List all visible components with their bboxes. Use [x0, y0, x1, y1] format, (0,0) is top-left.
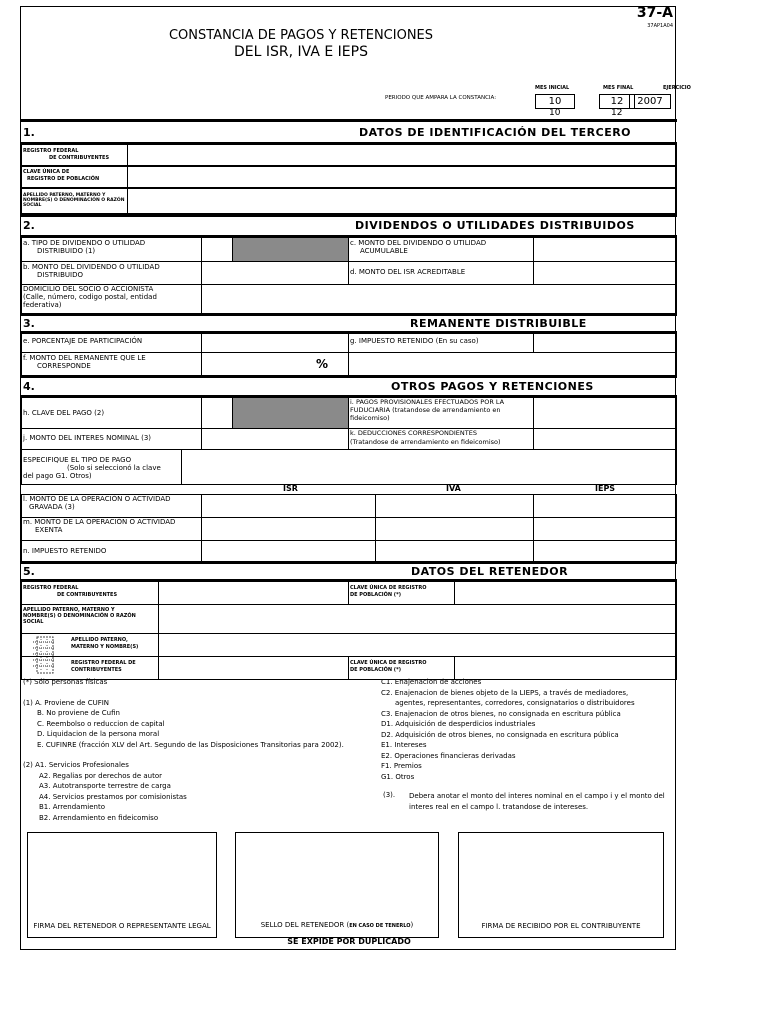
- note-d2: D2. Adquisición de otros bienes, no consignada en escritura pública: [381, 730, 619, 739]
- note-f1: F1. Premios: [381, 762, 422, 770]
- section-3-title: REMANENTE DISTRIBUIBLE: [410, 317, 587, 330]
- field-l-iva-input[interactable]: [375, 494, 534, 518]
- note-1d: D. Liquidacion de la persona moral: [37, 730, 160, 738]
- notes-right: [381, 677, 635, 782]
- footer-duplicado: SE EXPIDE POR DUPLICADO: [287, 937, 411, 946]
- section-3-number: 3.: [23, 317, 35, 330]
- note-g1: G1. Otros: [381, 772, 415, 781]
- note-3-text: [409, 791, 665, 812]
- note-1a: (1) A. Proviene de CUFIN: [23, 698, 110, 707]
- col-isr-header: ISR: [283, 484, 298, 493]
- rfc-retenedor-label: [23, 585, 117, 599]
- firma-contribuyente-label: FIRMA DE RECIBIDO POR EL CONTRIBUYENTE: [481, 922, 641, 930]
- field-a-shaded: [232, 237, 349, 262]
- ejercicio-field[interactable]: 2007: [629, 94, 671, 109]
- nombre-retenedor-label-a: APELLIDO PATERNO, MATERNO Y: [23, 607, 115, 613]
- mes-inicial-echo: 10: [549, 108, 561, 118]
- field-l-label-2: GRAVADA (3): [29, 503, 75, 511]
- domicilio-label-2: (Calle, número, codigo postal, entidad: [23, 293, 157, 301]
- note-3a: Debera anotar el monto del interes nominal en el campo i y el monto del: [409, 792, 665, 800]
- firma-contribuyente-box[interactable]: [458, 832, 664, 938]
- sello-label-a: SELLO DEL RETENEDOR (: [260, 921, 350, 929]
- note-1b: B. No proviene de Cufin: [37, 709, 120, 717]
- note-e2: E2. Operaciones financieras derivadas: [381, 751, 516, 760]
- sello-retenedor-label: [240, 921, 434, 931]
- curp-retenedor-label-b: DE POBLACIÓN (*): [350, 592, 401, 598]
- field-b-input[interactable]: [201, 261, 349, 285]
- field-l-ieps-input[interactable]: [533, 494, 677, 518]
- field-c-input[interactable]: [533, 237, 677, 262]
- field-g-label: g. IMPUESTO RETENIDO (En su caso): [350, 337, 479, 345]
- field-m-label-1: m. MONTO DE LA OPERACIÓN O ACTIVIDAD: [23, 518, 176, 526]
- field-i-label-3: fideicomiso): [350, 414, 390, 422]
- field-n-ieps-input[interactable]: [533, 540, 677, 562]
- field-k-label-1: k. DEDUCCIONES CORRESPONDIENTES: [350, 429, 477, 437]
- field-f-label: [23, 354, 146, 370]
- nombre-retenedor-input[interactable]: [158, 604, 677, 634]
- nombre-tercero-label-b: NOMBRE(S) O DENOMINACIÓN O RAZÓN: [23, 198, 125, 203]
- nombre-tercero-label-a: APELLIDO PATERNO, MATERNO Y: [23, 193, 106, 198]
- note-c2b: agentes, representantes, corredores, consignatarios o distribuidores: [395, 699, 635, 707]
- field-g-input[interactable]: [533, 333, 677, 353]
- form-code: 37-A: [636, 5, 673, 21]
- field-m-isr-input[interactable]: [201, 517, 376, 541]
- field-n-iva-input[interactable]: [375, 540, 534, 562]
- rep-rfc-label-a: REGISTRO FEDERAL DE: [71, 660, 136, 666]
- field-h-input[interactable]: [201, 397, 233, 429]
- sello-retenedor-box[interactable]: [235, 832, 439, 938]
- domicilio-label: [23, 285, 157, 309]
- note-2a4: A4. Servicios prestamos por comisionistas: [39, 792, 187, 801]
- notes-left: [23, 677, 344, 823]
- divider: [21, 376, 677, 378]
- divider: [21, 314, 677, 316]
- title-line-1: CONSTANCIA DE PAGOS Y RETENCIONES: [168, 28, 434, 43]
- sello-label-c: ): [410, 921, 414, 929]
- form-37a: [20, 5, 691, 950]
- divider: [21, 214, 677, 217]
- note-2b2: B2. Arrendamiento en fideicomiso: [39, 813, 159, 822]
- note-fisicas: (*) Sólo personas físicas: [23, 678, 108, 686]
- rfc-tercero-label-b: DE CONTRIBUYENTES: [49, 155, 110, 161]
- field-a-label-1: a. TIPO DE DIVIDENDO O UTILIDAD: [23, 239, 146, 247]
- field-h-shaded: [232, 397, 349, 429]
- nombre-tercero-input[interactable]: [127, 188, 677, 214]
- section-4-title: OTROS PAGOS Y RETENCIONES: [391, 380, 594, 393]
- percent-sign: %: [316, 357, 329, 371]
- sello-label-b: EN CASO DE TENERLO: [349, 923, 411, 929]
- note-c2a: C2. Enajenacion de bienes objeto de la LIEPS, a través de mediadores,: [381, 688, 629, 697]
- section-1-title: DATOS DE IDENTIFICACIÓN DEL TERCERO: [359, 126, 632, 139]
- rfc-tercero-label: [23, 148, 109, 162]
- section-2-title: DIVIDENDOS O UTILIDADES DISTRIBUIDOS: [355, 219, 635, 232]
- field-i-label: [350, 398, 504, 422]
- note-3b: interes real en el campo l. tratandose de intereses.: [409, 802, 589, 811]
- field-a-label-2: DISTRIBUIDO (1): [37, 247, 96, 255]
- nombre-retenedor-label-c: SOCIAL: [23, 619, 44, 625]
- rep-curp-label-a: CLAVE ÚNICA DE REGISTRO: [350, 660, 427, 666]
- note-c3: C3. Enajenacion de otros bienes, no consignada en escritura pública: [381, 709, 621, 718]
- field-l-label: [23, 495, 171, 511]
- mes-final-label: MES FINAL: [603, 85, 634, 91]
- rep-nombre-label-a: APELLIDO PATERNO,: [71, 637, 128, 643]
- field-c-label-1: c. MONTO DEL DIVIDENDO O UTILIDAD: [350, 239, 487, 247]
- field-m-label: [23, 518, 175, 534]
- nombre-retenedor-label: [23, 607, 136, 625]
- curp-retenedor-input[interactable]: [454, 581, 677, 605]
- note-2a1: (2) A1. Servicios Profesionales: [23, 761, 129, 769]
- field-j-label: j. MONTO DEL INTERES NOMINAL (3): [23, 434, 151, 442]
- field-i-label-1: i. PAGOS PROVISIONALES EFECTUADOS POR LA: [350, 398, 505, 406]
- field-l-label-1: l. MONTO DE LA OPERACIÓN O ACTIVIDAD: [23, 495, 171, 503]
- field-m-iva-input[interactable]: [375, 517, 534, 541]
- especifique-label: [23, 456, 161, 480]
- mes-inicial-label: MES INICIAL: [535, 85, 570, 91]
- note-e1: E1. Intereses: [381, 741, 427, 749]
- col-iva-header: IVA: [446, 484, 461, 493]
- field-i-label-2: FUDUCIARIA (tratandose de arrendamiento en: [350, 406, 501, 414]
- field-b-label: [23, 263, 160, 279]
- rep-nombre-input[interactable]: [158, 633, 677, 657]
- field-b-label-1: b. MONTO DEL DIVIDENDO O UTILIDAD: [23, 263, 160, 271]
- especifique-input[interactable]: [181, 449, 677, 485]
- field-f-label-1: f. MONTO DEL REMANENTE QUE LE: [23, 354, 146, 362]
- especifique-label-1: ESPECIFIQUE EL TIPO DE PAGO: [23, 456, 132, 464]
- mes-final-field[interactable]: 12: [599, 94, 635, 109]
- domicilio-label-1: DOMICILIO DEL SOCIO O ACCIONISTA: [23, 285, 154, 293]
- field-n-label: n. IMPUESTO RETENIDO: [23, 547, 107, 555]
- field-e-input[interactable]: [201, 333, 349, 353]
- field-j-input[interactable]: [201, 428, 349, 450]
- curp-tercero-label-b: REGISTRO DE POBLACIÓN: [27, 176, 100, 182]
- page-title: [141, 27, 461, 61]
- divider: [21, 562, 677, 564]
- field-e-label: e. PORCENTAJE DE PARTICIPACIÓN: [23, 337, 143, 345]
- field-c-label: [350, 239, 486, 255]
- curp-tercero-input[interactable]: [127, 166, 677, 188]
- note-1c: C. Reembolso o reduccion de capital: [37, 719, 165, 728]
- domicilio-label-3: federativa): [23, 301, 62, 309]
- curp-retenedor-label-a: CLAVE ÚNICA DE REGISTRO: [350, 585, 427, 591]
- divider: [21, 119, 677, 122]
- note-2a3: A3. Autotransporte terrestre de carga: [39, 782, 171, 790]
- field-d-label: d. MONTO DEL ISR ACREDITABLE: [350, 268, 466, 276]
- section-2-number: 2.: [23, 219, 35, 232]
- nombre-retenedor-label-b: NOMBRE(S) O DENOMINACIÓN O RAZÓN: [23, 613, 136, 619]
- rep-nombre-label: [71, 637, 138, 651]
- rfc-retenedor-input[interactable]: [158, 581, 349, 605]
- note-1e: E. CUFINRE (fracción XLV del Art. Segundo de las Disposiciones Transitorias para 2002).: [37, 740, 344, 749]
- rfc-tercero-label-a: REGISTRO FEDERAL: [23, 148, 79, 154]
- form-subcode: 37AP1A04: [647, 23, 673, 29]
- field-d-input[interactable]: [533, 261, 677, 285]
- note-c1: C1. Enajenacion de acciones: [381, 678, 482, 686]
- note-d1: D1. Adquisición de desperdicios industriales: [381, 720, 536, 728]
- field-k-label-2: (Tratandose de arrendamiento en fideicomiso): [350, 438, 501, 446]
- rep-nombre-label-b: MATERNO Y NOMBRE(S): [71, 644, 139, 650]
- section-5-title: DATOS DEL RETENEDOR: [411, 565, 569, 578]
- rfc-tercero-input[interactable]: [127, 144, 677, 166]
- note-2b1: B1. Arrendamiento: [39, 803, 105, 811]
- section-1-number: 1.: [23, 126, 35, 139]
- rep-curp-label: [350, 660, 426, 674]
- curp-tercero-label: [23, 169, 99, 183]
- curp-tercero-label-a: CLAVE ÚNICA DE: [23, 169, 70, 175]
- ejercicio-label: EJERCICIO: [663, 85, 691, 91]
- especifique-label-3: del pago G1. Otros): [23, 472, 92, 480]
- field-k-input[interactable]: [533, 428, 677, 450]
- rep-curp-label-b: DE POBLACIÓN (*): [350, 667, 401, 673]
- field-m-ieps-input[interactable]: [533, 517, 677, 541]
- nombre-tercero-label: [23, 193, 124, 208]
- nombre-tercero-label-c: SOCIAL: [23, 203, 42, 208]
- note-2a2: A2. Regalias por derechos de autor: [39, 771, 162, 780]
- field-c-label-2: ACUMULABLE: [360, 247, 408, 255]
- rep-rfc-label: [71, 660, 136, 674]
- field-k-label: [350, 429, 501, 447]
- domicilio-input[interactable]: [201, 284, 677, 314]
- section-5-number: 5.: [23, 565, 35, 578]
- mes-inicial-field[interactable]: 10: [535, 94, 575, 109]
- periodo-label: PERIODO QUE AMPARA LA CONSTANCIA:: [385, 95, 497, 101]
- note-3-number: (3).: [383, 791, 396, 799]
- rep-rfc-label-b: CONTRIBUYENTES: [71, 667, 122, 673]
- especifique-label-2: (Solo si seleccionó la clave: [67, 464, 161, 472]
- rfc-retenedor-label-b: DE CONTRIBUYENTES: [57, 592, 118, 598]
- field-a-input[interactable]: [201, 237, 233, 262]
- field-b-label-2: DISTRIBUIDO: [37, 271, 83, 279]
- field-a-label: [23, 239, 145, 255]
- rfc-retenedor-label-a: REGISTRO FEDERAL: [23, 585, 79, 591]
- field-f-label-2: CORRESPONDE: [37, 362, 91, 370]
- section-4-number: 4.: [23, 380, 35, 393]
- firma-retenedor-label: FIRMA DEL RETENEDOR O REPRESENTANTE LEGAL: [33, 922, 211, 930]
- mes-final-echo: 12: [611, 108, 623, 118]
- firma-retenedor-box[interactable]: [27, 832, 217, 938]
- field-m-label-2: EXENTA: [35, 526, 63, 534]
- field-n-isr-input[interactable]: [201, 540, 376, 562]
- field-l-isr-input[interactable]: [201, 494, 376, 518]
- curp-retenedor-label: [350, 585, 426, 599]
- title-line-2: DEL ISR, IVA E IEPS: [234, 44, 368, 60]
- field-h-label: h. CLAVE DEL PAGO (2): [23, 409, 105, 417]
- field-i-input[interactable]: [533, 397, 677, 429]
- col-ieps-header: IEPS: [595, 484, 616, 493]
